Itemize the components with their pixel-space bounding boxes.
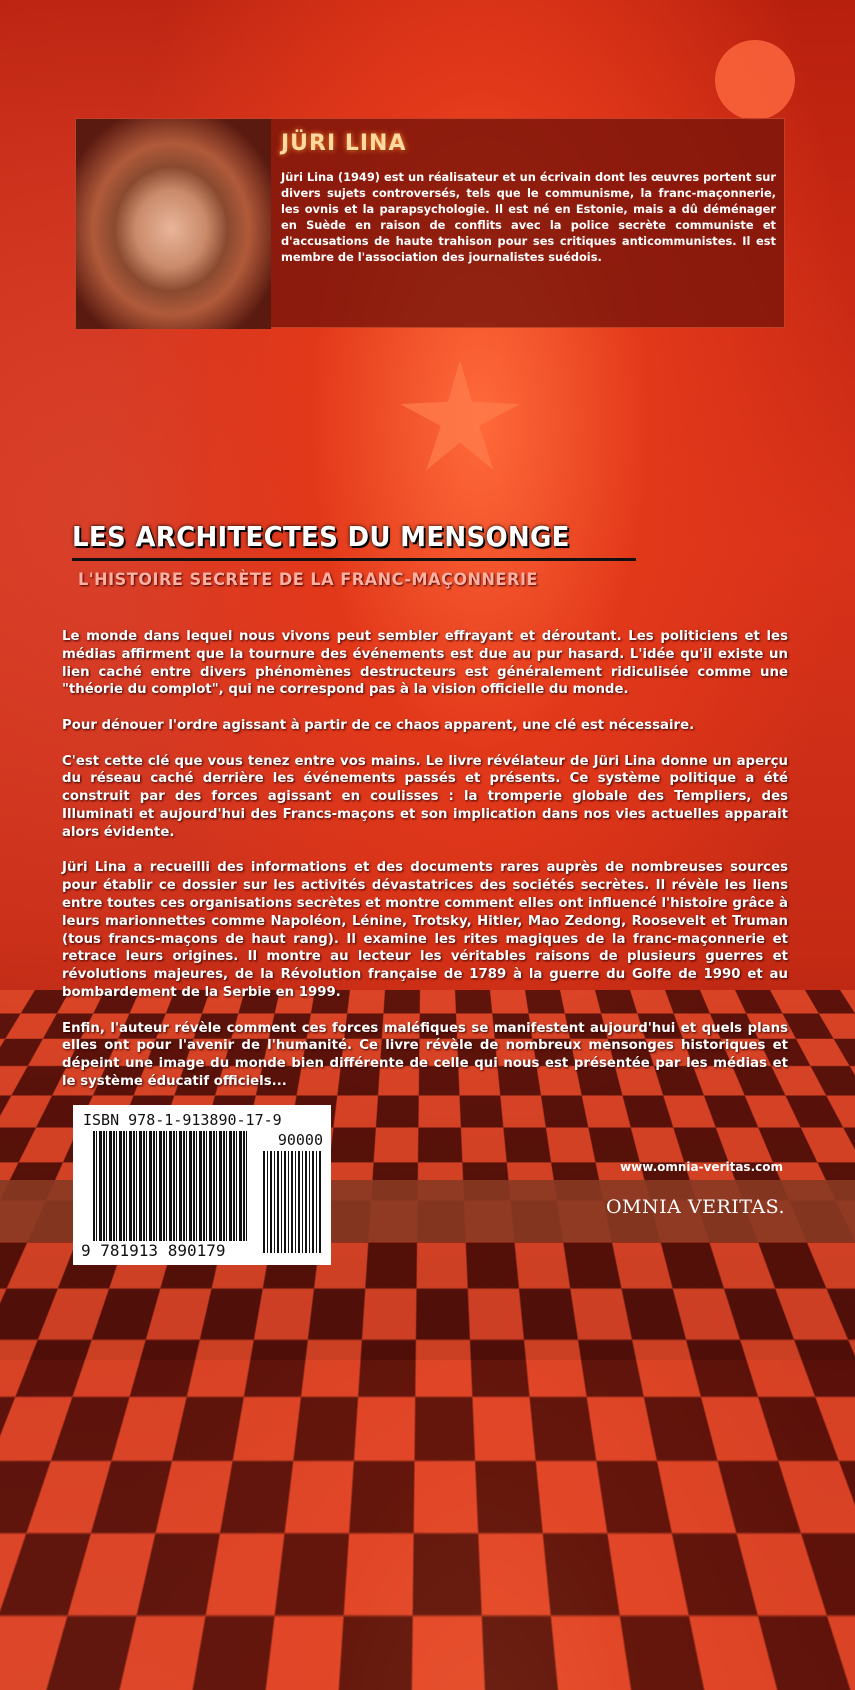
author-box <box>75 118 785 328</box>
blurb-paragraph: Pour dénouer l'ordre agissant à partir de ce chaos apparent, une clé est nécessaire. <box>62 717 695 733</box>
moon-decoration <box>715 40 795 120</box>
author-photo <box>76 119 271 329</box>
isbn-text: ISBN 978-1-913890-17-9 <box>83 1111 282 1129</box>
blurb-paragraph: C'est cette clé que vous tenez entre vos mains. Le livre révélateur de Jüri Lina donne un aperçu du réseau caché derrière les événements passés et présents. Ce système politique a été construit par des forces agissant en coulisses : la tromperie globale des Templiers, des Illuminati et aujourd'hui des Francs-maçons et son implication dans nos vies actuelles apparait alors évidente. <box>62 753 788 840</box>
star-decoration <box>400 360 520 470</box>
barcode-bars <box>93 1131 248 1241</box>
title-underline <box>72 558 636 561</box>
blurb-paragraph: Enfin, l'auteur révèle comment ces forces maléfiques se manifestent aujourd'hui et quels plans elles ont pour l'avenir de l'humanité. Ce livre révèle de nombreux mensonges historiques et dépeint une image du monde bien différente de celle qui nous est présentée par les médias et le système éducatif officiels... <box>62 1020 788 1089</box>
publisher-url[interactable]: www.omnia-veritas.com <box>620 1160 783 1174</box>
blurb-paragraph: Jüri Lina a recueilli des informations et des documents rares auprès de nombreuses sources pour établir ce dossier sur les activités dévastatrices des sociétés secrètes. Il révèle les liens entre toutes ces organisations secrètes et montre comment elles ont influencé l'histoire grâce à leurs marionnettes comme Napoléon, Lénine, Trotsky, Hitler, Mao Zedong, Roosevelt et Truman (tous francs-maçons de haut rang). Il examine les rites magiques de la franc-maçonnerie et retrace leurs origines. Il montre au lecteur les véritables raisons de plusieurs guerres et révolutions majeures, de la Révolution française de 1789 à la guerre du Golfe de 1990 et au bombardement de la Serbie en 1999. <box>62 860 788 1000</box>
barcode-digits: 9 781913 890179 <box>81 1241 226 1260</box>
author-bio: Jüri Lina (1949) est un réalisateur et un écrivain dont les œuvres portent sur divers sujets controversés, tels que le communisme, la franc-maçonnerie, les ovnis et la parapsychologie. Il est né en Estonie, mais a dû déménager en Suède en raison de conflits avec la police secrète communiste et d'accusations de haute trahison pour ses critiques anticommunistes. Il est membre de l'association des journalistes suédois. <box>281 170 776 264</box>
blurb <box>62 628 788 1109</box>
publisher-logo: OMNIA VERITAS. <box>605 1196 785 1218</box>
book-title: LES ARCHITECTES DU MENSONGE <box>72 520 570 553</box>
book-subtitle: L'HISTOIRE SECRÈTE DE LA FRANC-MAÇONNERIE <box>78 570 538 590</box>
addon-barcode-bars <box>263 1151 321 1253</box>
price-code: 90000 <box>277 1131 323 1149</box>
blurb-paragraph: Le monde dans lequel nous vivons peut sembler effrayant et déroutant. Les politiciens et les médias affirment que la tournure des événements est due au pur hasard. L'idée qu'il existe un lien caché entre divers phénomènes destructeurs est généralement ridiculisée comme une "théorie du complot", qui ne correspond pas à la vision officielle du monde. <box>62 629 788 698</box>
author-name: JÜRI LINA <box>281 131 407 156</box>
barcode <box>73 1105 331 1265</box>
